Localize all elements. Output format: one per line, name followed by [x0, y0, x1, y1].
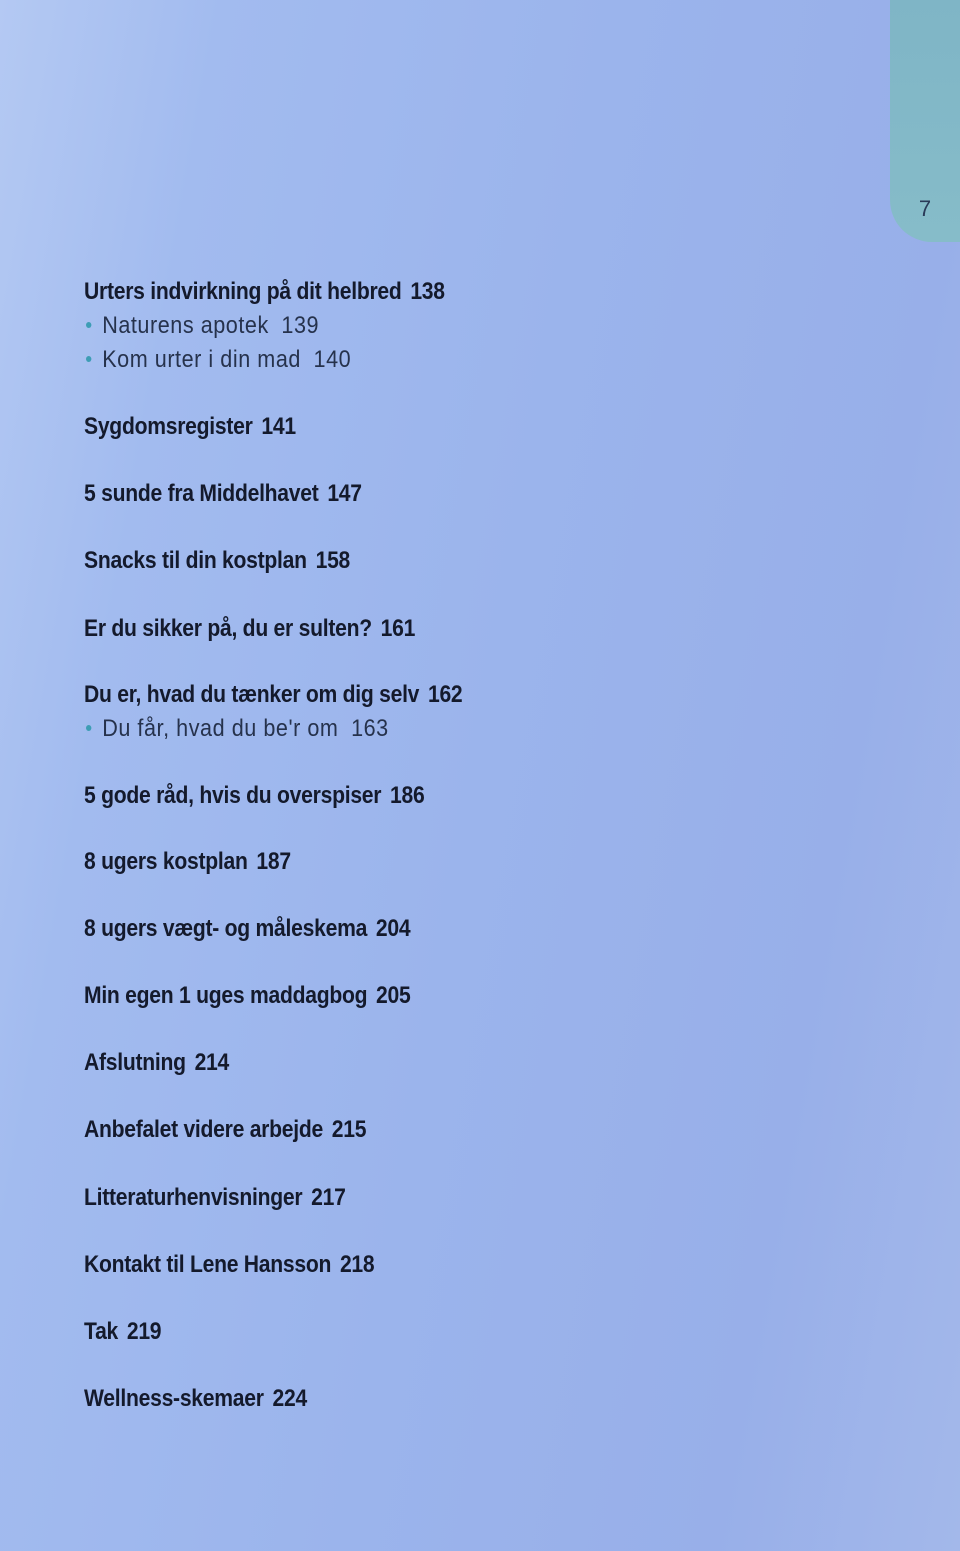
toc-entry[interactable]: [84, 1318, 161, 1346]
toc-entry[interactable]: [84, 547, 350, 575]
toc-entry-title: Snacks til din kostplan: [84, 547, 307, 574]
toc-entry-title: 8 ugers kostplan: [84, 848, 248, 875]
toc-entry-page: 141: [261, 413, 296, 440]
toc-entry[interactable]: [84, 278, 445, 306]
toc-entry-title: Er du sikker på, du er sulten?: [84, 615, 372, 642]
toc-entry-title: 8 ugers vægt- og måleskema: [84, 915, 368, 942]
toc-entry-page: 187: [256, 848, 291, 875]
toc-subentry-page: 139: [281, 312, 320, 339]
toc-subentry-page: 163: [351, 715, 389, 742]
toc-entry-title: Afslutning: [84, 1049, 186, 1076]
bullet-icon: [86, 322, 91, 328]
toc-subentry-title: Du får, hvad du be'r om: [102, 715, 339, 742]
toc-entry-page: 215: [331, 1116, 367, 1143]
toc-subentry[interactable]: [86, 346, 351, 374]
toc-entry-page: 224: [272, 1385, 307, 1412]
toc-entry-page: 138: [410, 278, 445, 305]
toc-entry-page: 161: [380, 615, 416, 642]
toc-entry-title: 5 gode råd, hvis du overspiser: [84, 782, 382, 809]
toc-entry[interactable]: [84, 915, 410, 943]
toc-entry-page: 214: [194, 1049, 230, 1076]
toc-entry-title: Tak: [84, 1318, 119, 1345]
toc-entry[interactable]: [84, 982, 411, 1010]
toc-entry-page: 218: [339, 1251, 375, 1278]
toc-entry-page: 186: [390, 782, 425, 809]
toc-entry-page: 162: [427, 681, 463, 708]
toc-entry-title: Sygdomsregister: [84, 413, 253, 440]
toc-entry[interactable]: [84, 615, 415, 643]
toc-entry-page: 217: [311, 1184, 346, 1211]
page-number: 7: [918, 196, 932, 221]
toc-entry[interactable]: [84, 681, 462, 709]
toc-entry[interactable]: [84, 1251, 374, 1279]
toc-entry[interactable]: [84, 1116, 366, 1144]
bullet-icon: [86, 725, 91, 731]
toc-entry-title: Min egen 1 uges maddagbog: [84, 982, 368, 1009]
toc-entry-page: 158: [315, 547, 351, 574]
toc-subentry[interactable]: [86, 715, 389, 743]
toc-subentry-page: 140: [313, 346, 352, 373]
toc-entry[interactable]: [84, 1184, 346, 1212]
toc-entry-title: 5 sunde fra Middelhavet: [84, 480, 319, 507]
toc-subentry-title: Naturens apotek: [102, 312, 269, 339]
toc-entry[interactable]: [84, 1385, 307, 1413]
bullet-icon: [86, 356, 91, 362]
toc-entry-page: 219: [126, 1318, 162, 1345]
toc-entry-title: Urters indvirkning på dit helbred: [84, 278, 402, 305]
toc-entry[interactable]: [84, 1049, 229, 1077]
toc-entry-title: Kontakt til Lene Hansson: [84, 1251, 332, 1278]
toc-entry-title: Wellness-skemaer: [84, 1385, 264, 1412]
toc-entry[interactable]: [84, 413, 296, 441]
toc-entry[interactable]: [84, 782, 425, 810]
toc-entry-title: Du er, hvad du tænker om dig selv: [84, 681, 420, 708]
toc-entry-title: Anbefalet videre arbejde: [84, 1116, 323, 1143]
toc-entry[interactable]: [84, 480, 362, 508]
toc-entry-title: Litteraturhenvisninger: [84, 1184, 303, 1211]
toc-entry[interactable]: [84, 848, 291, 876]
toc-subentry[interactable]: [86, 312, 319, 340]
toc-entry-page: 147: [327, 480, 362, 507]
toc-entry-page: 205: [376, 982, 411, 1009]
toc-subentry-title: Kom urter i din mad: [102, 346, 301, 373]
toc-entry-page: 204: [375, 915, 411, 942]
